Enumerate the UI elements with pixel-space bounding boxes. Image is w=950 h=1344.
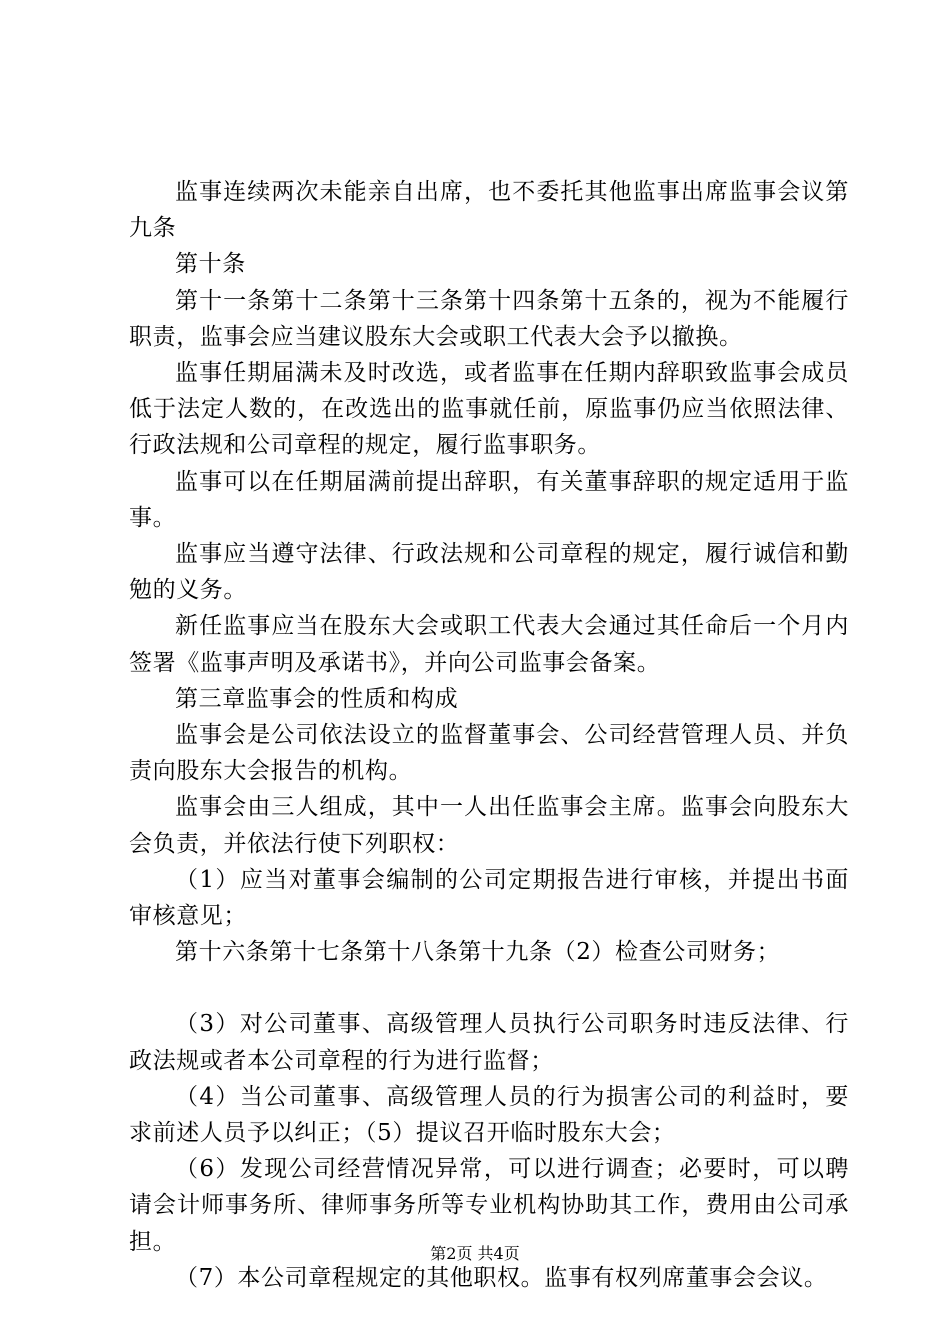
document-body	[129, 174, 849, 1296]
paragraph: 新任监事应当在股东大会或职工代表大会通过其任命后一个月内签署《监事声明及承诺书》，并向公司监事会备案。	[129, 613, 849, 676]
paragraph: 监事任期届满未及时改选，或者监事在任期内辞职致监事会成员低于法定人数的，在改选出的监事就任前，原监事仍应当依照法律、行政法规和公司章程的规定，履行监事职务。	[129, 360, 849, 459]
paragraph: 监事连续两次未能亲自出席，也不委托其他监事出席监事会议第九条	[129, 179, 849, 242]
blank-line	[129, 970, 849, 1006]
list-item: （7）本公司章程规定的其他职权。监事有权列席董事会会议。	[175, 1264, 828, 1291]
list-item: （6）发现公司经营情况异常，可以进行调查；必要时，可以聘请会计师事务所、律师事务所等专业机构协助其工作，费用由公司承担。	[129, 1156, 849, 1255]
paragraph: 第十条	[175, 251, 246, 278]
chapter-heading: 第三章监事会的性质和构成	[175, 685, 459, 712]
list-item: （3）对公司董事、高级管理人员执行公司职务时违反法律、行政法规或者本公司章程的行为进行监督；	[129, 1011, 849, 1074]
paragraph: 监事可以在任期届满前提出辞职，有关董事辞职的规定适用于监事。	[129, 468, 849, 531]
paragraph: 监事会是公司依法设立的监督董事会、公司经营管理人员、并负责向股东大会报告的机构。	[129, 722, 849, 785]
page-footer	[0, 1244, 950, 1264]
list-item: （1）应当对董事会编制的公司定期报告进行审核，并提出书面审核意见；	[129, 866, 849, 930]
paragraph: 第十一条第十二条第十三条第十四条第十五条的，视为不能履行职责，监事会应当建议股东大会或职工代表大会予以撤换。	[129, 287, 849, 350]
paragraph: 监事应当遵守法律、行政法规和公司章程的规定，履行诚信和勤勉的义务。	[129, 541, 849, 604]
list-item: （4）当公司董事、高级管理人员的行为损害公司的利益时，要求前述人员予以纠正；（5）提议召开临时股东大会；	[129, 1083, 849, 1147]
page-number-label: 第2页 共4页	[430, 1244, 520, 1263]
paragraph: 监事会由三人组成，其中一人出任监事会主席。监事会向股东大会负责，并依法行使下列职权：	[129, 794, 849, 857]
list-item: 第十六条第十七条第十八条第十九条（2）检查公司财务；	[175, 939, 781, 966]
